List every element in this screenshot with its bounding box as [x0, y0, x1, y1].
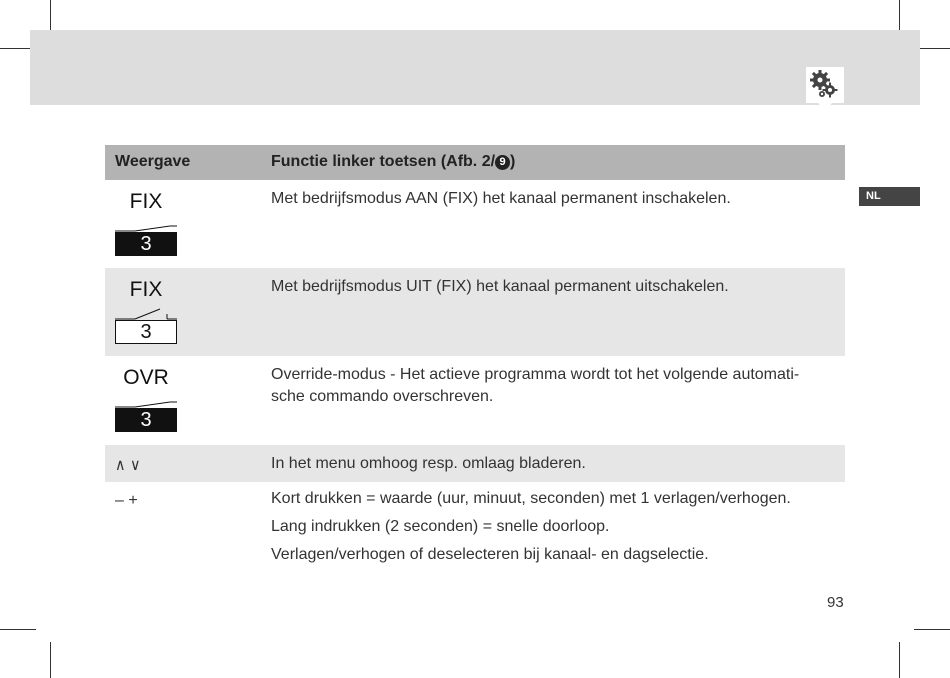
symbol-word: OVR — [123, 366, 169, 389]
minus-plus-keys: – + — [115, 492, 138, 509]
fix-off-symbol — [115, 268, 185, 356]
figure-number-badge: 9 — [495, 155, 510, 170]
fix-on-symbol — [115, 180, 185, 268]
function-table — [105, 145, 845, 580]
header-col-display: Weergave — [115, 153, 191, 170]
table-row — [105, 180, 845, 268]
description-line: Lang indrukken (2 seconden) = snelle doorloop. — [271, 518, 610, 535]
description-line: sche commando overschreven. — [271, 388, 494, 405]
table-row — [105, 482, 845, 580]
language-tab: NL — [859, 187, 920, 206]
description-line: Verlagen/verhogen of deselecteren bij kanaal- en dagselectie. — [271, 546, 709, 563]
row-description: Met bedrijfsmodus AAN (FIX) het kanaal permanent inschakelen. — [271, 190, 731, 207]
up-down-keys: ∧ ∨ — [115, 457, 141, 474]
badge-pointer — [818, 103, 832, 111]
header-col-function — [271, 153, 515, 171]
channel-box: 3 — [115, 232, 177, 256]
row-description: Met bedrijfsmodus UIT (FIX) het kanaal permanent uitschakelen. — [271, 278, 729, 295]
channel-box: 3 — [115, 320, 177, 344]
crop-mark — [914, 629, 950, 630]
symbol-word: FIX — [129, 190, 163, 213]
channel-box: 3 — [115, 408, 177, 432]
table-row — [105, 356, 845, 445]
description-line: Override-modus - Het actieve programma wordt tot het volgende automati- — [271, 366, 800, 383]
page-number: 93 — [827, 594, 844, 611]
symbol-word: FIX — [129, 278, 163, 301]
row-description: In het menu omhoog resp. omlaag bladeren. — [271, 455, 586, 472]
header-col-function-suffix: ) — [510, 153, 516, 170]
table-header — [105, 145, 845, 180]
table-row — [105, 445, 845, 482]
crop-mark — [50, 642, 51, 678]
row-description — [271, 485, 831, 569]
header-band — [30, 30, 920, 105]
description-line: Kort drukken = waarde (uur, minuut, seconden) met 1 verlagen/verhogen. — [271, 490, 791, 507]
header-col-function-text: Functie linker toetsen (Afb. 2/ — [271, 153, 496, 170]
gears-icon — [806, 67, 844, 103]
override-symbol — [115, 356, 185, 444]
crop-mark — [899, 642, 900, 678]
table-row — [105, 268, 845, 356]
crop-mark — [0, 629, 36, 630]
row-description — [271, 364, 831, 408]
